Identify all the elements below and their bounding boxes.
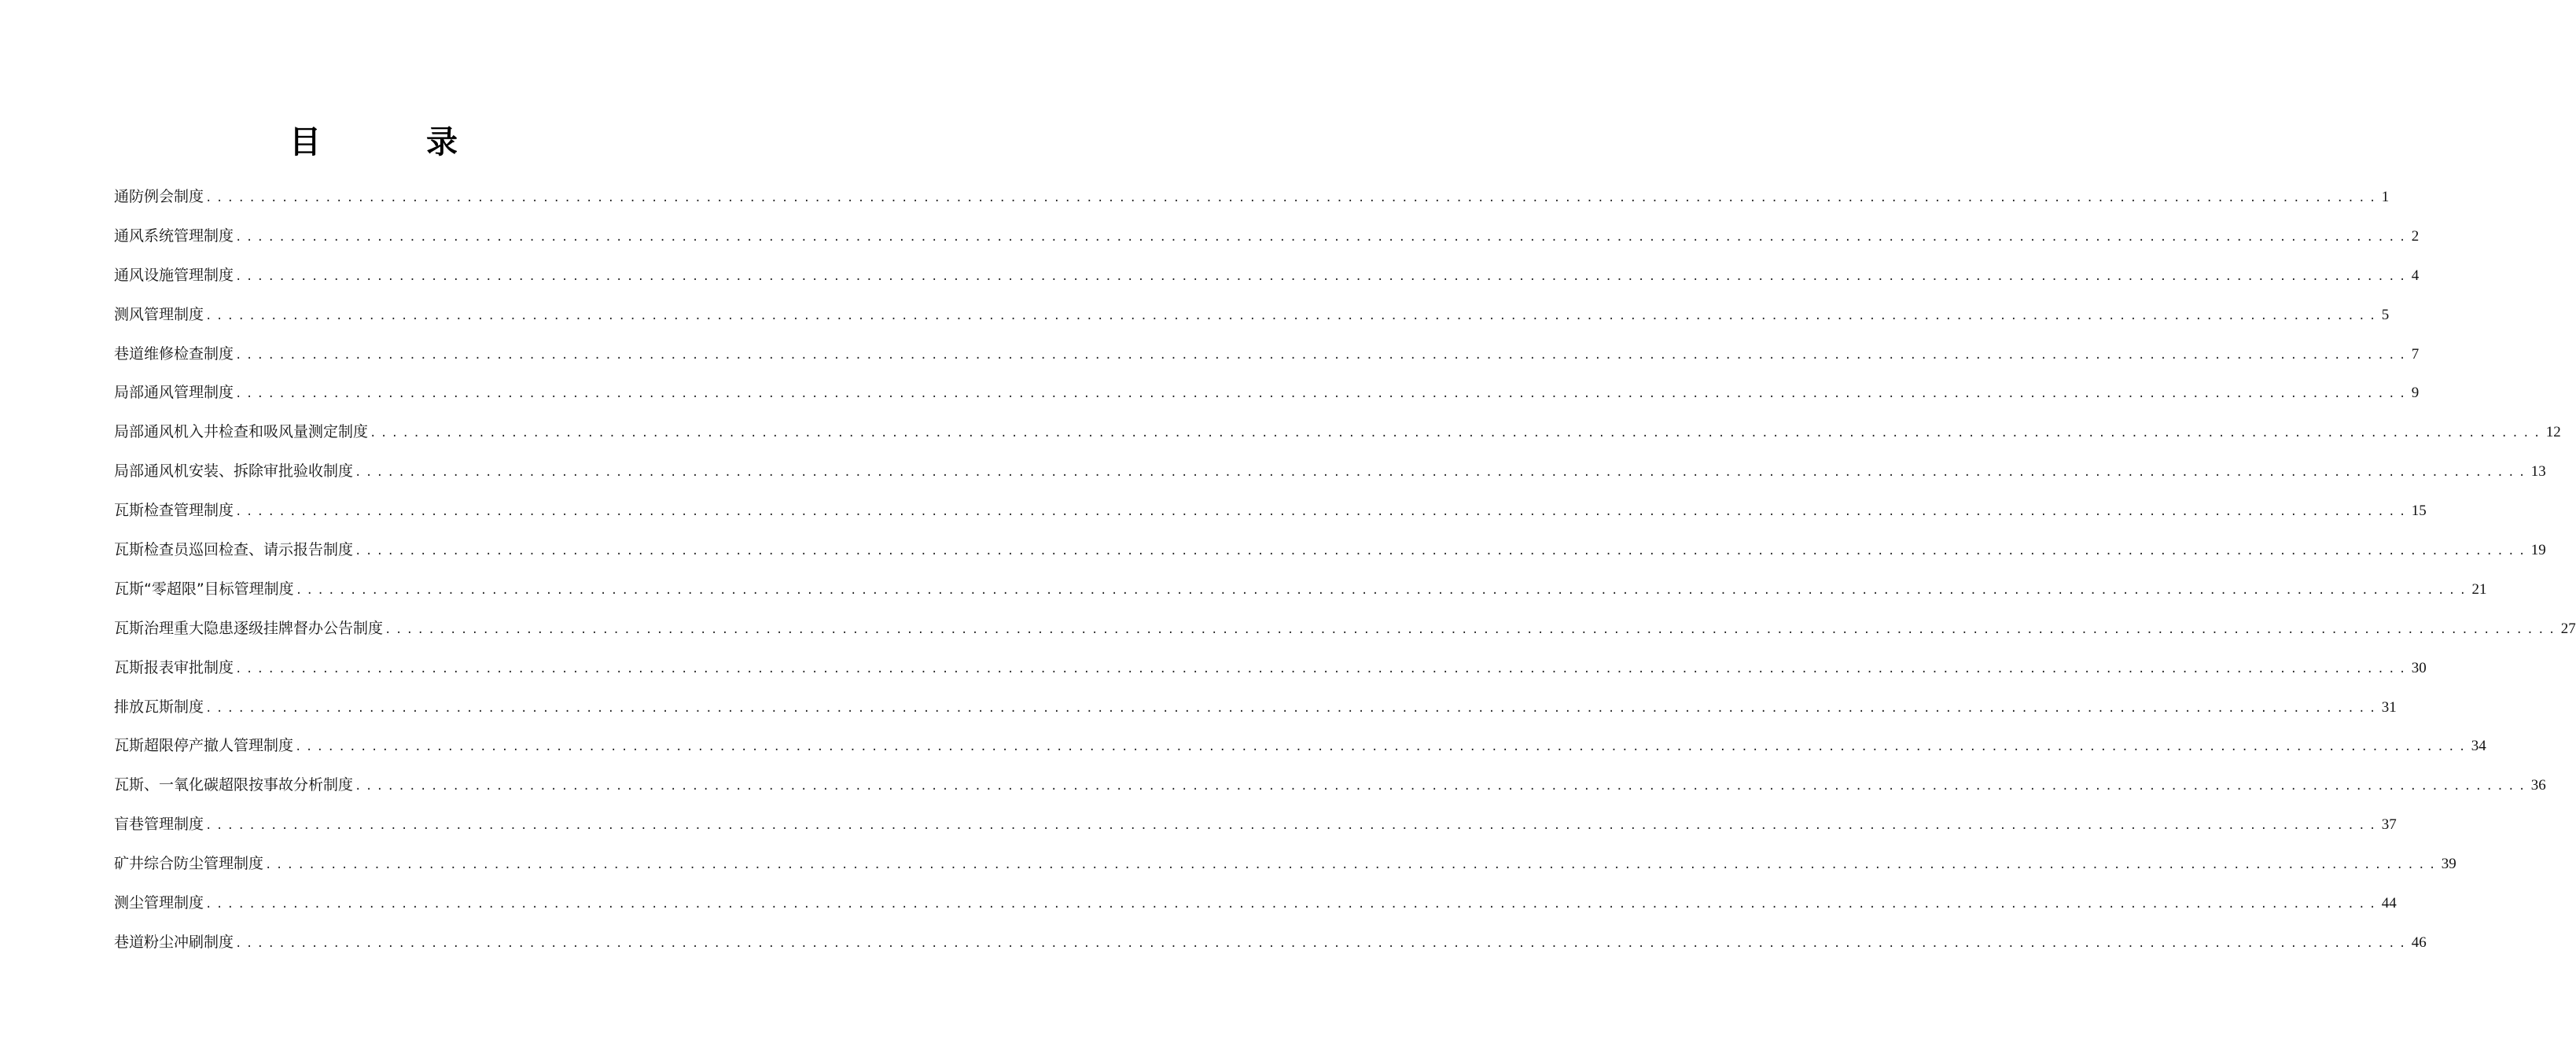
toc-entry-page-number: 44 <box>2381 895 2397 912</box>
toc-entry-label: 瓦斯报表审批制度 <box>114 658 234 676</box>
toc-entry-page-number: 4 <box>2411 267 2420 284</box>
toc-entry[interactable] <box>114 219 2420 258</box>
toc-entry[interactable] <box>114 728 2486 768</box>
toc-entry-label: 局部通风机入井检查和吸风量测定制度 <box>114 423 369 441</box>
toc-entry-label: 瓦斯、一氧化碳超限按事故分析制度 <box>114 776 354 794</box>
toc-list <box>114 179 2576 964</box>
toc-entry[interactable] <box>114 572 2487 611</box>
toc-entry-leader-dots: ........................................................................................................................................................................................................ <box>355 466 2530 480</box>
toc-entry-label: 通风系统管理制度 <box>114 226 234 245</box>
toc-entry-label: 巷道粉尘冲刷制度 <box>114 933 234 951</box>
toc-entry-label: 排放瓦斯制度 <box>114 698 204 716</box>
toc-entry-page-number: 19 <box>2530 542 2546 559</box>
toc-entry-leader-dots: ........................................................................................................................................................................................................ <box>370 427 2545 440</box>
toc-entry-leader-dots: ........................................................................................................................................................................................................ <box>205 898 2380 912</box>
toc-entry[interactable] <box>114 611 2576 650</box>
toc-entry-page-number: 46 <box>2411 934 2427 951</box>
toc-entry-page-number: 12 <box>2545 424 2561 441</box>
toc-entry[interactable] <box>114 925 2427 964</box>
toc-entry-label: 测尘管理制度 <box>114 894 204 912</box>
toc-entry-page-number: 21 <box>2471 580 2487 598</box>
toc-entry-page-number: 39 <box>2441 856 2456 873</box>
toc-entry-label: 通风设施管理制度 <box>114 266 234 284</box>
toc-entry[interactable] <box>114 807 2397 846</box>
toc-entry-leader-dots: ........................................................................................................................................................................................................ <box>205 192 2380 204</box>
toc-entry-label: 测风管理制度 <box>114 305 204 323</box>
toc-entry-label: 局部通风管理制度 <box>114 384 234 402</box>
toc-entry-page-number: 9 <box>2411 385 2420 402</box>
toc-entry-label: 通防例会制度 <box>114 188 204 205</box>
toc-entry-page-number: 5 <box>2381 306 2390 323</box>
toc-entry[interactable] <box>114 650 2427 690</box>
toc-entry-label: 矿井综合防尘管理制度 <box>114 855 264 873</box>
toc-entry[interactable] <box>114 375 2420 414</box>
toc-entry-leader-dots: ........................................................................................................................................................................................................ <box>235 506 2410 519</box>
toc-entry[interactable] <box>114 414 2561 454</box>
toc-entry-label: 局部通风机安装、拆除审批验收制度 <box>114 462 354 481</box>
toc-entry-leader-dots: ........................................................................................................................................................................................................ <box>265 859 2440 872</box>
toc-entry-leader-dots: ........................................................................................................................................................................................................ <box>355 545 2530 558</box>
toc-entry-page-number: 30 <box>2411 659 2427 676</box>
toc-entry-label: 巷道维修检查制度 <box>114 344 234 363</box>
toc-entry-leader-dots: ........................................................................................................................................................................................................ <box>205 819 2380 833</box>
toc-entry-page-number: 37 <box>2381 816 2397 834</box>
toc-entry[interactable] <box>114 454 2546 493</box>
toc-entry-leader-dots: ........................................................................................................................................................................................................ <box>235 662 2410 676</box>
toc-entry[interactable] <box>114 258 2420 297</box>
toc-entry-leader-dots: ........................................................................................................................................................................................................ <box>205 702 2380 715</box>
toc-title: 目 录 <box>289 123 505 160</box>
toc-entry-label: 瓦斯“零超限”目标管理制度 <box>114 580 294 598</box>
toc-entry[interactable] <box>114 297 2390 337</box>
toc-entry-label: 瓦斯治理重大隐患逐级挂牌督办公告制度 <box>114 619 384 637</box>
toc-entry-leader-dots: ........................................................................................................................................................................................................ <box>295 584 2471 597</box>
toc-entry-label: 盲巷管理制度 <box>114 816 204 834</box>
toc-entry[interactable] <box>114 493 2427 532</box>
toc-entry-leader-dots: ........................................................................................................................................................................................................ <box>235 937 2410 950</box>
toc-entry[interactable] <box>114 337 2420 376</box>
toc-entry-label: 瓦斯超限停产撤人管理制度 <box>114 737 294 755</box>
toc-entry-page-number: 15 <box>2411 503 2427 520</box>
toc-entry[interactable] <box>114 690 2397 729</box>
toc-entry-leader-dots: ........................................................................................................................................................................................................ <box>355 780 2530 794</box>
toc-entry-leader-dots: ........................................................................................................................................................................................................ <box>235 230 2410 244</box>
toc-entry-page-number: 2 <box>2411 227 2420 245</box>
toc-entry-page-number: 27 <box>2560 620 2576 637</box>
toc-entry-label: 瓦斯检查管理制度 <box>114 502 234 520</box>
toc-entry[interactable] <box>114 179 2390 219</box>
toc-entry-leader-dots: ........................................................................................................................................................................................................ <box>205 309 2380 322</box>
toc-entry-leader-dots: ........................................................................................................................................................................................................ <box>295 741 2470 754</box>
toc-entry[interactable] <box>114 532 2546 572</box>
toc-entry[interactable] <box>114 768 2546 807</box>
toc-entry-leader-dots: ........................................................................................................................................................................................................ <box>235 270 2410 283</box>
toc-entry-page-number: 13 <box>2530 463 2546 481</box>
toc-entry-label: 瓦斯检查员巡回检查、请示报告制度 <box>114 541 354 559</box>
toc-entry-leader-dots: ........................................................................................................................................................................................................ <box>235 388 2410 401</box>
toc-entry-page-number: 7 <box>2411 345 2420 363</box>
toc-entry-page-number: 31 <box>2381 698 2397 716</box>
toc-entry-leader-dots: ........................................................................................................................................................................................................ <box>385 623 2559 636</box>
toc-entry[interactable] <box>114 846 2456 886</box>
toc-entry-page-number: 1 <box>2381 189 2390 205</box>
toc-entry-leader-dots: ........................................................................................................................................................................................................ <box>235 348 2410 362</box>
toc-entry-page-number: 34 <box>2471 738 2486 755</box>
toc-entry-page-number: 36 <box>2530 777 2546 794</box>
toc-entry[interactable] <box>114 886 2397 925</box>
